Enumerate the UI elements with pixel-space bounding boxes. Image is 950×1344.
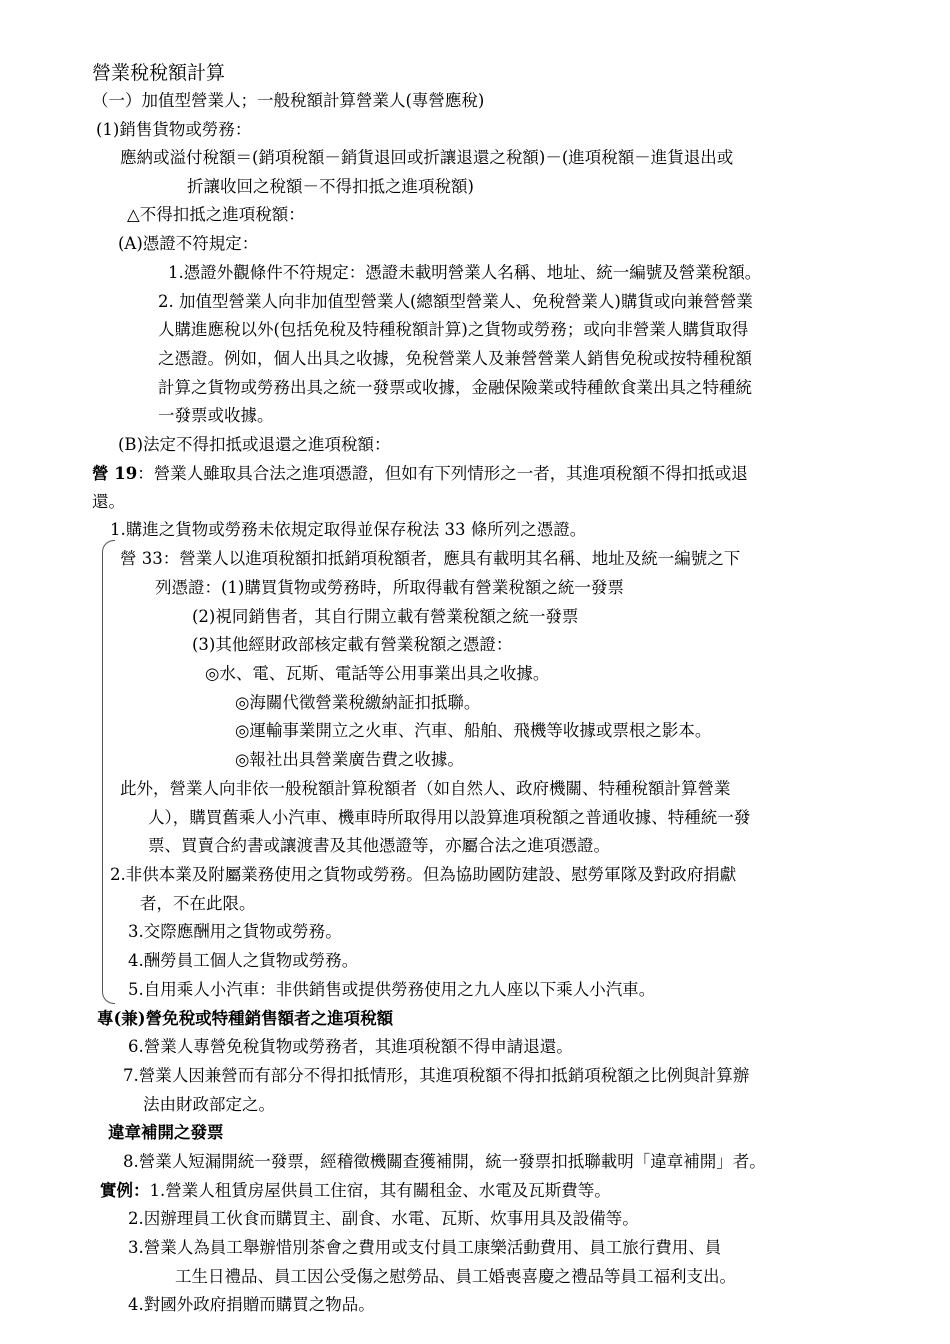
article-19-text: ：營業人雖取具合法之進項憑證，但如有下列情形之一者，其進項稅額不得扣抵或退 <box>137 464 748 483</box>
item-a-2: 2. 加值型營業人向非加值型營業人(總額型營業人、免稅營業人)購貨或向兼營營業 <box>158 292 753 311</box>
additional-note-cont: 票、買賣合約書或讓渡書及其他憑證等，亦屬合法之進項憑證。 <box>148 836 610 855</box>
voucher-bullet: ◎報社出具營業廣告費之收據。 <box>235 750 464 769</box>
non-deductible-heading: △不得扣抵之進項稅額： <box>127 205 305 224</box>
item-a-heading: (A)憑證不符規定： <box>118 234 259 253</box>
rule-7: 7.營業人因兼營而有部分不得扣抵情形，其進項稅額不得扣抵銷項稅額之比例與計算辦 <box>123 1066 750 1085</box>
example-1-text: 1.營業人租賃房屋供員工住宿，其有關租金、水電及瓦斯費等。 <box>149 1181 611 1200</box>
rule-3: 3.交際應酬用之貨物或勞務。 <box>128 922 342 941</box>
example-label: 實例： <box>100 1181 150 1200</box>
rule-4: 4.酬勞員工個人之貨物或勞務。 <box>128 951 359 970</box>
rule-1: 1.購進之貨物或勞務未依規定取得並保存稅法 33 條所列之憑證。 <box>110 520 587 539</box>
rule-8: 8.營業人短漏開統一發票，經稽徵機關查獲補開，統一發票扣抵聯載明「違章補開」者。 <box>123 1152 766 1171</box>
bracket-decoration <box>102 540 115 1004</box>
item-a-2-cont: 之憑證。例如，個人出具之收據，免稅營業人及兼營營業人銷售免稅或按特種稅額 <box>158 349 752 368</box>
exempt-heading: 專(兼)營免稅或特種銷售額者之進項稅額 <box>97 1009 394 1028</box>
article-33-item-3: (3)其他經財政部核定載有營業稅額之憑證： <box>192 635 513 654</box>
example-4: 4.對國外政府捐贈而購買之物品。 <box>128 1295 375 1314</box>
additional-note: 此外，營業人向非依一般稅額計算稅額者（如自然人、政府機關、特種稅額計算營業 <box>120 779 731 798</box>
section-heading: （一）加值型營業人；一般稅額計算營業人(專營應稅) <box>92 91 485 110</box>
rule-2: 2.非供本業及附屬業務使用之貨物或勞務。但為協助國防建設、慰勞軍隊及對政府捐獻 <box>110 865 737 884</box>
additional-note-cont: 人），購買舊乘人小汽車、機車時所取得用以設算進項稅額之普通收據、特種統一發 <box>148 808 751 827</box>
article-19-cont: 還。 <box>92 492 125 511</box>
page-title: 營業稅稅額計算 <box>92 62 226 84</box>
rule-6: 6.營業人專營免稅貨物或勞務者，其進項稅額不得申請退還。 <box>128 1037 573 1056</box>
item-a-2-cont: 計算之貨物或勞務出具之統一發票或收據，金融保險業或特種飲食業出具之特種統 <box>158 378 752 397</box>
article-33-cont: 列憑證：(1)購買貨物或勞務時，所取得載有營業稅額之統一發票 <box>155 578 624 597</box>
rule-2-cont: 者，不在此限。 <box>140 894 256 913</box>
article-19-label: 營 19 <box>92 464 138 483</box>
item-a-2-cont: 人購進應稅以外(包括免稅及特種稅額計算)之貨物或勞務；或向非營業人購貨取得 <box>158 320 749 339</box>
example-1 <box>100 1180 611 1202</box>
article-33-item-2: (2)視同銷售者，其自行開立載有營業稅額之統一發票 <box>192 607 579 626</box>
example-3: 3.營業人為員工舉辦惜別茶會之費用或支付員工康樂活動費用、員工旅行費用、員 <box>128 1238 722 1257</box>
voucher-bullet: ◎海關代徵營業稅繳納証扣抵聯。 <box>235 693 481 712</box>
formula-line: 應納或溢付稅額＝(銷項稅額－銷貨退回或折讓退還之稅額)－(進項稅額－進貨退出或 <box>120 148 734 167</box>
voucher-bullet: ◎水、電、瓦斯、電話等公用事業出具之收據。 <box>205 664 550 683</box>
example-3-cont: 工生日禮品、員工因公受傷之慰勞品、員工婚喪喜慶之禮品等員工福利支出。 <box>175 1267 736 1286</box>
article-33: 營 33：營業人以進項稅額扣抵銷項稅額者，應具有載明其名稱、地址及統一編號之下 <box>120 549 741 568</box>
voucher-bullet: ◎運輸事業開立之火車、汽車、船舶、飛機等收據或票根之影本。 <box>235 721 712 740</box>
formula-line-continued: 折讓收回之稅額－不得扣抵之進項稅額) <box>187 177 474 196</box>
item-a-2-cont: 一發票或收據。 <box>158 406 274 425</box>
article-19 <box>92 463 748 485</box>
subsection-heading: (1)銷售貨物或勞務： <box>96 120 252 139</box>
item-a-1: 1.憑證外觀條件不符規定：憑證未載明營業人名稱、地址、統一編號及營業稅額。 <box>168 263 762 282</box>
rule-7-cont: 法由財政部定之。 <box>143 1095 275 1114</box>
rule-5: 5.自用乘人小汽車：非供銷售或提供勞務使用之九人座以下乘人小汽車。 <box>128 980 656 999</box>
example-2: 2.因辦理員工伙食而購買主、副食、水電、瓦斯、炊事用具及設備等。 <box>128 1209 639 1228</box>
violation-heading: 違章補開之發票 <box>108 1123 224 1142</box>
item-b-heading: (B)法定不得扣抵或退還之進項稅額： <box>118 435 391 454</box>
